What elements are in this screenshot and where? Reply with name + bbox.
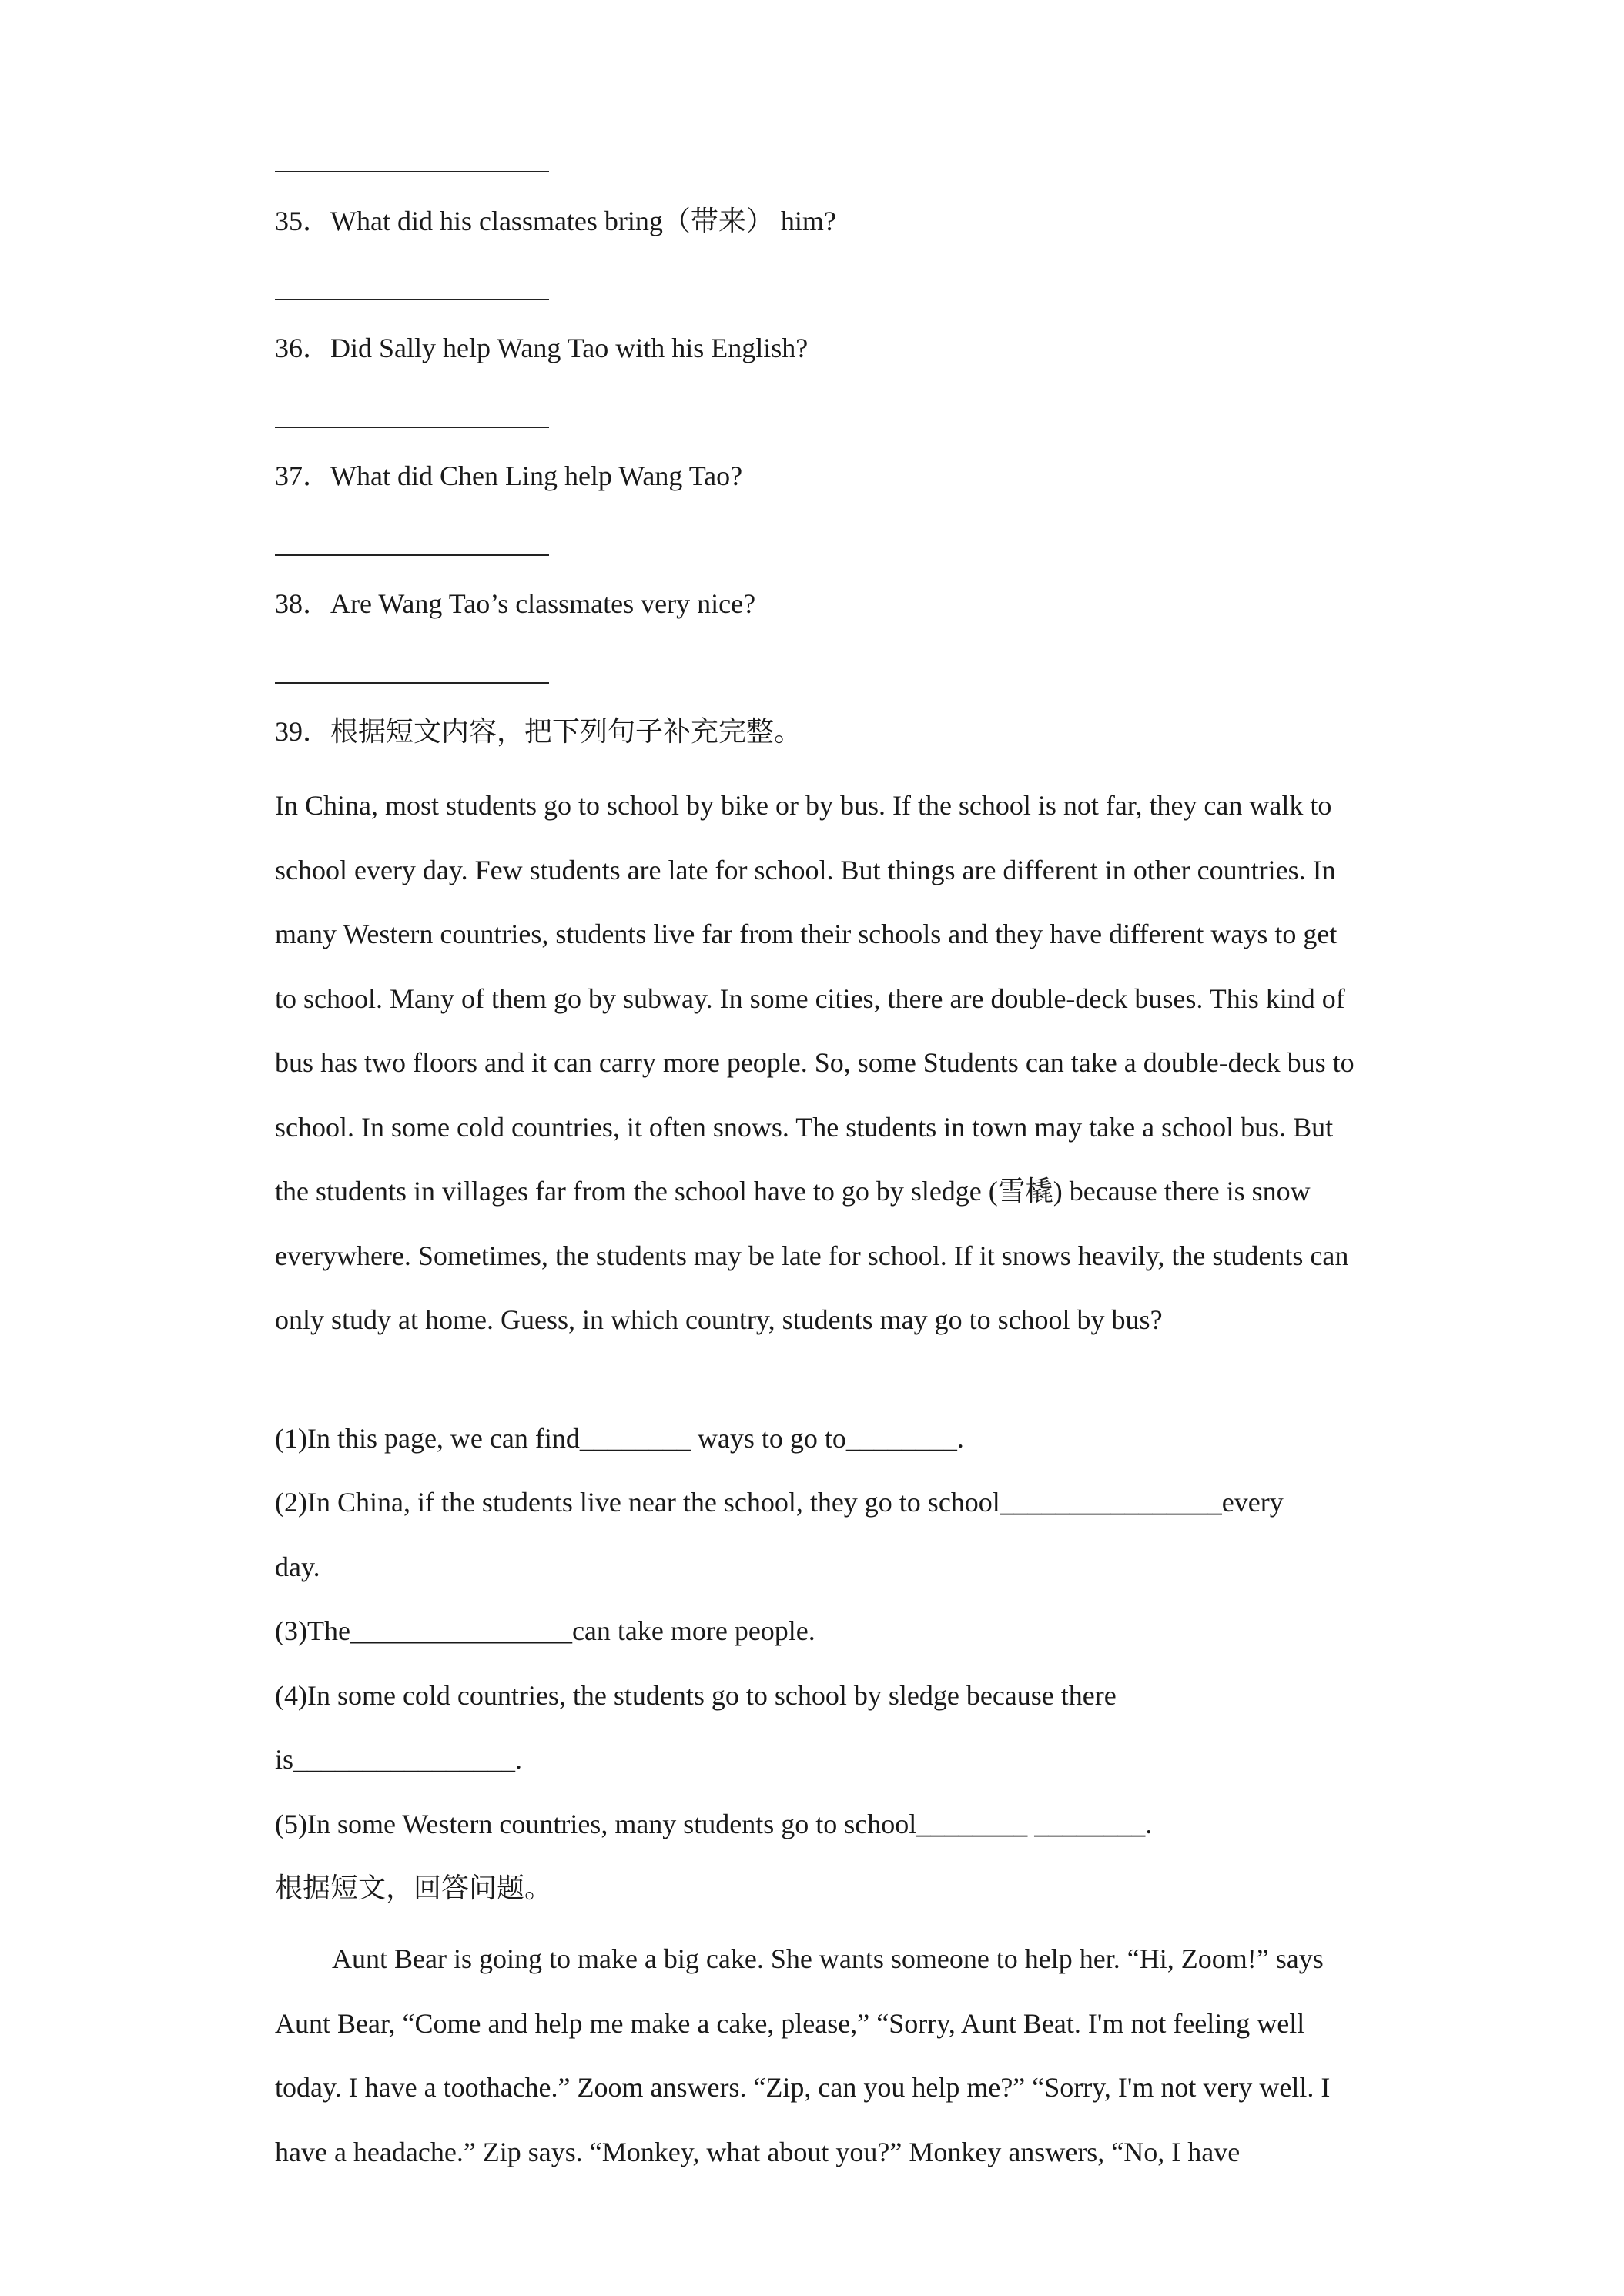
fill-in-1: (1)In this page, we can find________ ways to go to________. <box>275 1423 964 1454</box>
question-37: 37．What did Chen Ling help Wang Tao? <box>275 460 743 491</box>
answer-line-34[interactable] <box>275 171 549 172</box>
fill-in-5: (5)In some Western countries, many students go to school________ ________. <box>275 1809 1153 1839</box>
answer-line-38[interactable] <box>275 682 549 684</box>
fill-in-4-continued: is________________. <box>275 1744 523 1775</box>
answer-line-35[interactable] <box>275 299 549 300</box>
question-39-heading: 39．根据短文内容，把下列句子补充完整。 <box>275 716 802 747</box>
answer-line-37[interactable] <box>275 554 549 556</box>
question-35: 35．What did his classmates bring（带来） him? <box>275 206 836 236</box>
answer-line-36[interactable] <box>275 427 549 428</box>
passage-text: In China, most students go to school by bike or by bus. If the school is not far, they can walk to school every day. Few students are late for school. But things are different in other countries. In many Western countries, students live far from their schools and they have different ways to get to school. Many of them go by subway. In some cities, there are double-deck buses. This kind of bus has two floors and it can carry more people. So, some Students can take a double-deck bus to school. In some cold countries, it often snows. The students in town may take a school bus. But the students in villages far from the school have to go by sledge (雪橇) because there is snow everywhere. Sometimes, the students may be late for school. If it snows heavily, the students can only study at home. Guess, in which country, students may go to school by bus? <box>275 790 1354 1335</box>
question-36: 36．Did Sally help Wang Tao with his English? <box>275 333 809 363</box>
fill-in-2: (2)In China, if the students live near the school, they go to school________________every <box>275 1487 1284 1518</box>
reading-passage-39 <box>275 774 1361 1353</box>
section-heading: 根据短文，回答问题。 <box>275 1873 553 1903</box>
story-text: Aunt Bear is going to make a big cake. She wants someone to help her. “Hi, Zoom!” says Aunt Bear, “Come and help me make a cake, please,” “Sorry, Aunt Beat. I'm not feeling well today. I have a toothache.” Zoom answers. “Zip, can you help me?” “Sorry, I'm not very well. I have a headache.” Zip says. “Monkey, what about you?” Monkey answers, “No, I have <box>275 1943 1331 2167</box>
story-passage <box>275 1927 1368 2184</box>
fill-in-2-continued: day. <box>275 1551 320 1582</box>
fill-in-4: (4)In some cold countries, the students go to school by sledge because there <box>275 1680 1117 1711</box>
question-38: 38．Are Wang Tao’s classmates very nice? <box>275 588 756 619</box>
fill-in-3: (3)The________________can take more people. <box>275 1615 815 1646</box>
